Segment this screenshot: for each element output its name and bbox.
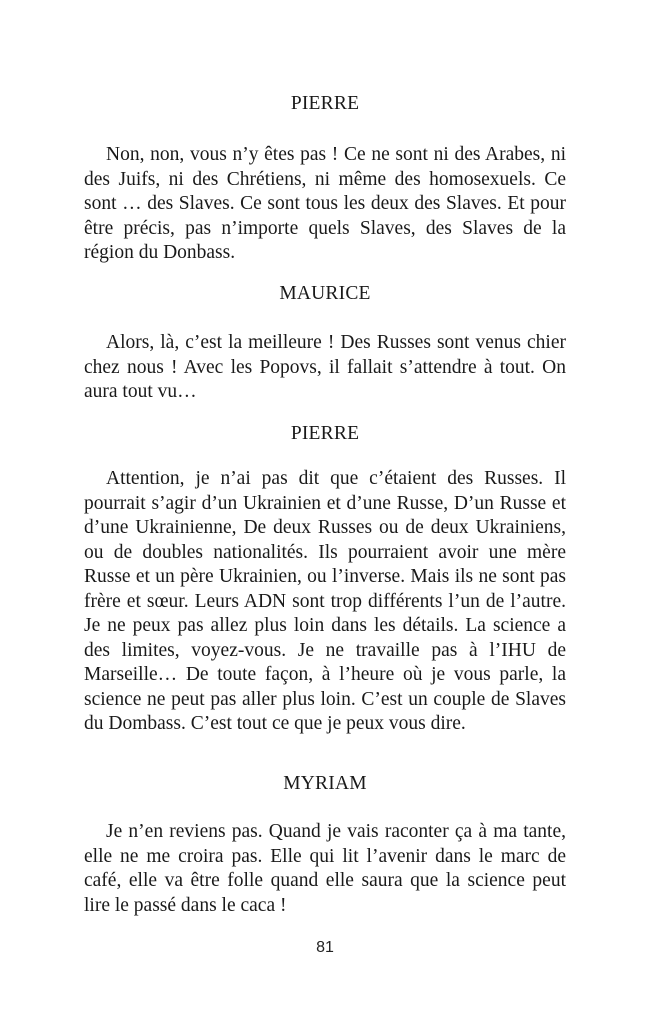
paragraph-text: Attention, je n’ai pas dit que c’étaient des Russes. Il pourrait s’agir d’un Ukrainien et d’une Russe, D’un Russe et d’une Ukrainienne, De deux Russes ou de deux Ukrainiens, ou de doubles nationalités. Ils pourraient avoir une mère Russe et un père Ukrainien, ou l’inverse. Mais ils ne sont pas frère et sœur. Leurs ADN sont trop différents l’un de l’autre. Je ne peux pas allez plus loin dans les détails. La science a des limites, voyez-vous. Je ne travaille pas à l’IHU de Marseille… De toute façon, à l’heure où je vous parle, la science ne peut pas aller plus loin. C’est un couple de Slaves du Dombass. C’est tout ce que je peux vous dire. <box>84 468 566 734</box>
speaker-name: MAURICE <box>279 283 371 304</box>
speaker-name: MYRIAM <box>283 773 367 794</box>
speaker-name: PIERRE <box>290 93 360 114</box>
dialogue-paragraph <box>84 331 566 405</box>
speaker-name: PIERRE <box>290 423 360 444</box>
paragraph-text: Alors, là, c’est la meilleure ! Des Russes sont venus chier chez nous ! Avec les Popovs, il fallait s’attendre à tout. On aura tout vu… <box>84 332 566 402</box>
page-number: 81 <box>316 939 334 956</box>
dialogue-paragraph <box>84 467 566 737</box>
dialogue-paragraph <box>84 820 566 918</box>
paragraph-text: Je n’en reviens pas. Quand je vais raconter ça à ma tante, elle ne me croira pas. Elle qui lit l’avenir dans le marc de café, elle va être folle quand elle saura que la science peut lire le passé dans le caca ! <box>84 821 566 916</box>
dialogue-paragraph <box>84 143 566 266</box>
paragraph-text: Non, non, vous n’y êtes pas ! Ce ne sont ni des Arabes, ni des Juifs, ni des Chrétiens, ni même des homosexuels. Ce sont … des Slaves. Ce sont tous les deux des Slaves. Et pour être précis, pas n’importe quels Slaves, des Slaves de la région du Donbass. <box>84 144 566 263</box>
